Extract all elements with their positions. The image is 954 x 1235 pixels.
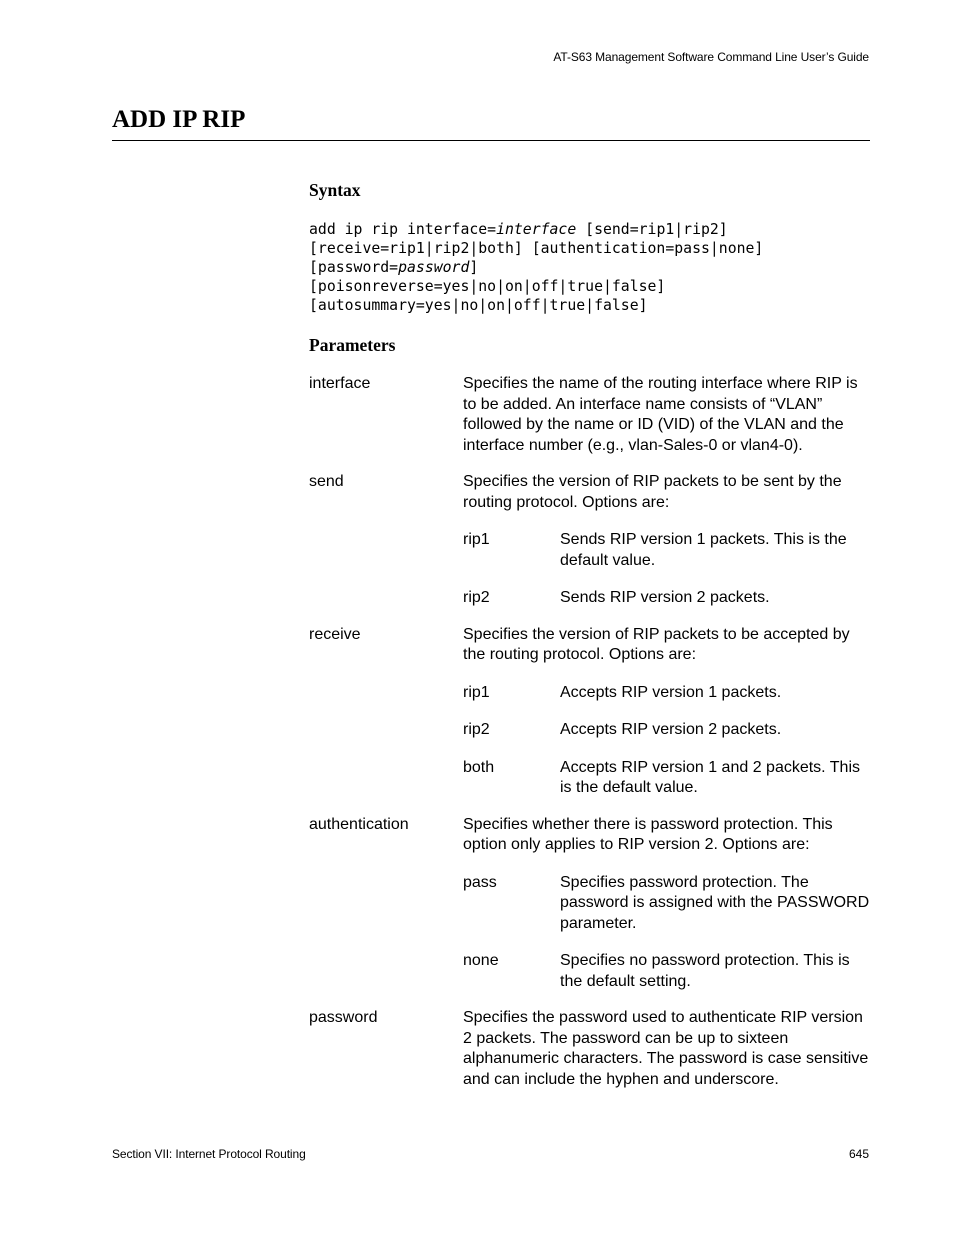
option-row [309, 683, 871, 704]
page-number: 645 [848, 1147, 869, 1161]
syntax-line-1-text: add ip rip interface= [309, 221, 497, 238]
param-description: Specifies whether there is password protection. This option only applies to RIP version 2. Options are: [463, 815, 833, 853]
option-row [309, 951, 871, 992]
running-header: AT-S63 Management Software Command Line User’s Guide [553, 50, 869, 64]
syntax-line-3-rest: ] [469, 259, 479, 276]
option-name: rip1 [463, 683, 490, 701]
param-interface [309, 374, 871, 456]
syntax-line-3-text: [password= [309, 259, 399, 276]
option-description: Specifies no password protection. This is the default setting. [560, 952, 850, 990]
footer-section: Section VII: Internet Protocol Routing [112, 1147, 306, 1161]
option-row [309, 720, 871, 741]
option-row [309, 588, 871, 609]
param-description: Specifies the version of RIP packets to be accepted by the routing protocol. Options are: [463, 625, 850, 663]
option-description: Accepts RIP version 1 and 2 packets. This is the default value. [560, 758, 861, 796]
option-description: Sends RIP version 1 packets. This is the default value. [560, 531, 847, 569]
option-name: rip1 [463, 531, 490, 548]
param-description: Specifies the version of RIP packets to be sent by the routing protocol. Options are: [463, 473, 842, 511]
syntax-line-4: [poisonreverse=yes|no|on|off|true|false] [309, 278, 666, 295]
syntax-line-2: [receive=rip1|rip2|both] [authentication=pass|none] [309, 240, 764, 257]
option-row [309, 530, 871, 571]
param-name: interface [309, 375, 371, 392]
option-description: Specifies password protection. The password is assigned with the PASSWORD parameter. [560, 873, 870, 932]
syntax-arg-interface: interface [496, 221, 577, 238]
param-name: send [309, 473, 344, 490]
param-name: receive [309, 625, 361, 643]
option-name: both [463, 758, 495, 776]
param-receive [309, 625, 871, 666]
syntax-block [309, 220, 871, 315]
option-description: Accepts RIP version 1 packets. [560, 683, 782, 701]
syntax-arg-password: password [398, 259, 470, 276]
option-name: rip2 [463, 589, 490, 606]
option-name: none [463, 952, 499, 969]
parameters-heading: Parameters [309, 335, 396, 355]
option-description: Accepts RIP version 2 packets. [560, 721, 782, 738]
param-authentication [309, 815, 871, 856]
syntax-heading: Syntax [309, 180, 361, 200]
option-row [309, 873, 871, 935]
param-name: authentication [309, 815, 409, 833]
page-title: ADD IP RIP [112, 106, 246, 133]
option-name: rip2 [463, 721, 490, 738]
title-rule [112, 140, 870, 141]
param-password [309, 1008, 871, 1090]
option-name: pass [463, 873, 497, 891]
option-row [309, 758, 871, 799]
main-content [309, 180, 871, 1090]
option-description: Sends RIP version 2 packets. [560, 589, 770, 606]
syntax-line-5: [autosummary=yes|no|on|off|true|false] [309, 297, 648, 314]
param-send [309, 472, 871, 513]
param-description: Specifies the name of the routing interface where RIP is to be added. An interface name consists of “VLAN” followed by the name or ID (VID) of the VLAN and the interface number (e.g., vlan-Sales-0 or vlan4-0). [463, 375, 858, 454]
param-description: Specifies the password used to authenticate RIP version 2 packets. The password can be up to sixteen alphanumeric characters. The password is case sensitive and can include the hyphen and underscore. [463, 1009, 869, 1088]
param-name: password [309, 1009, 378, 1026]
syntax-line-1-rest: [send=rip1|rip2] [576, 221, 728, 238]
